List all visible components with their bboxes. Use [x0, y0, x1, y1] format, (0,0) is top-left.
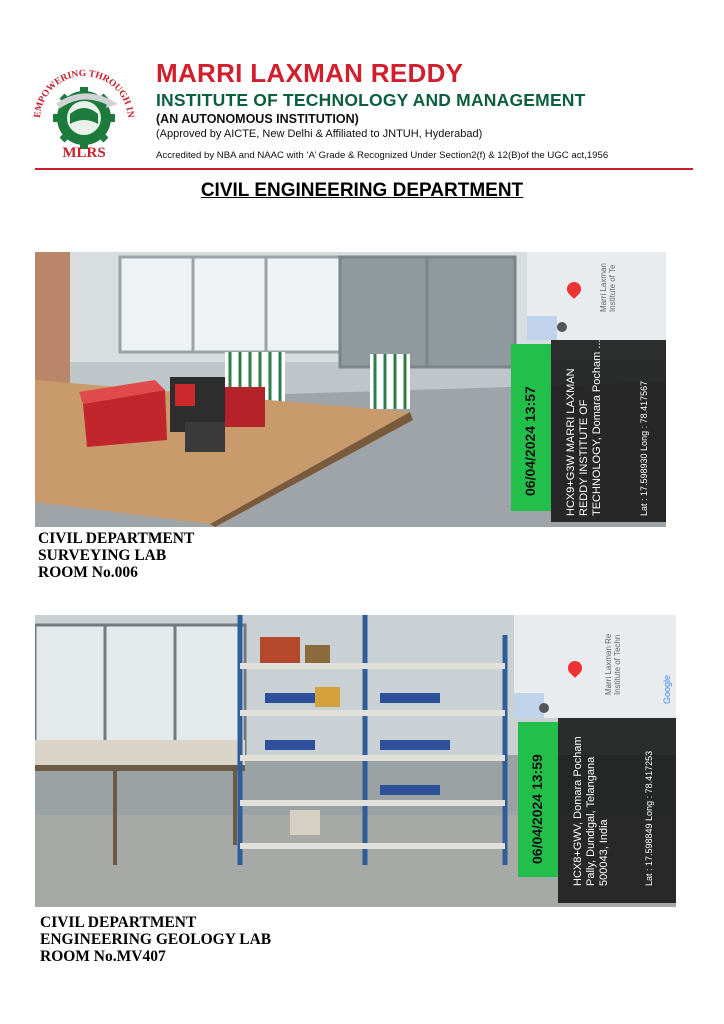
map-thumbnail [514, 615, 676, 718]
map-pin-icon [565, 658, 585, 678]
latlon-text: Lat : 17.598849 Long : 78.417253 [644, 750, 654, 886]
accreditation-text: Accredited by NBA and NAAC with ‘A’ Grade & Recognized Under Section2(f) & 12(B)of the UGC act,1956 [156, 150, 609, 161]
location-stamp [551, 340, 666, 522]
datetime-text: 06/04/2024 13:59 [529, 754, 545, 864]
institute-logo [28, 58, 140, 162]
approval-text: (Approved by AICTE, New Delhi & Affiliated to JNTUH, Hyderabad) [156, 128, 483, 140]
geology-lab-photo [35, 615, 676, 907]
department-heading: CIVIL ENGINEERING DEPARTMENT [200, 180, 524, 201]
map-place-label: Marri Laxman Re Institute of Techn [604, 633, 622, 695]
photo-caption: CIVIL DEPARTMENT SURVEYING LAB ROOM No.006 [38, 530, 195, 581]
latlon-text: Lat : 17.598930 Long : 78.417567 [639, 380, 649, 516]
photo-caption: CIVIL DEPARTMENT ENGINEERING GEOLOGY LAB ROOM No.MV407 [40, 914, 272, 965]
datetime-stamp [518, 722, 558, 877]
logo-arc-text: EMPOWERING THROUGH IN [32, 68, 136, 119]
map-marker-icon [557, 322, 567, 332]
autonomous-status: (AN AUTONOMOUS INSTITUTION) [156, 112, 359, 126]
institute-title: MARRI LAXMAN REDDY [156, 58, 464, 88]
logo-abbrev: MLRS [62, 145, 106, 161]
institute-subtitle: INSTITUTE OF TECHNOLOGY AND MANAGEMENT [156, 90, 586, 110]
surveying-lab-photo [35, 252, 666, 527]
map-place-label: Marri Laxman Institute of Te [599, 263, 617, 312]
datetime-stamp [511, 344, 551, 511]
map-thumbnail [527, 252, 666, 340]
map-pin-icon [564, 279, 584, 299]
header-divider [35, 168, 693, 170]
gear-globe-icon [28, 58, 140, 162]
datetime-text: 06/04/2024 13:57 [522, 386, 538, 496]
address-text: HCX8+GWV, Domara Pocham Pally, Dundigal, Telangana 500043, India [572, 736, 610, 886]
map-brand: Google [662, 675, 672, 705]
map-marker-icon [539, 703, 549, 713]
location-stamp [558, 718, 676, 903]
address-text: HCX9+G3W MARRI LAXMAN REDDY INSTITUTE OF TECHNOLOGY, Domara Pocham ... [565, 339, 603, 516]
